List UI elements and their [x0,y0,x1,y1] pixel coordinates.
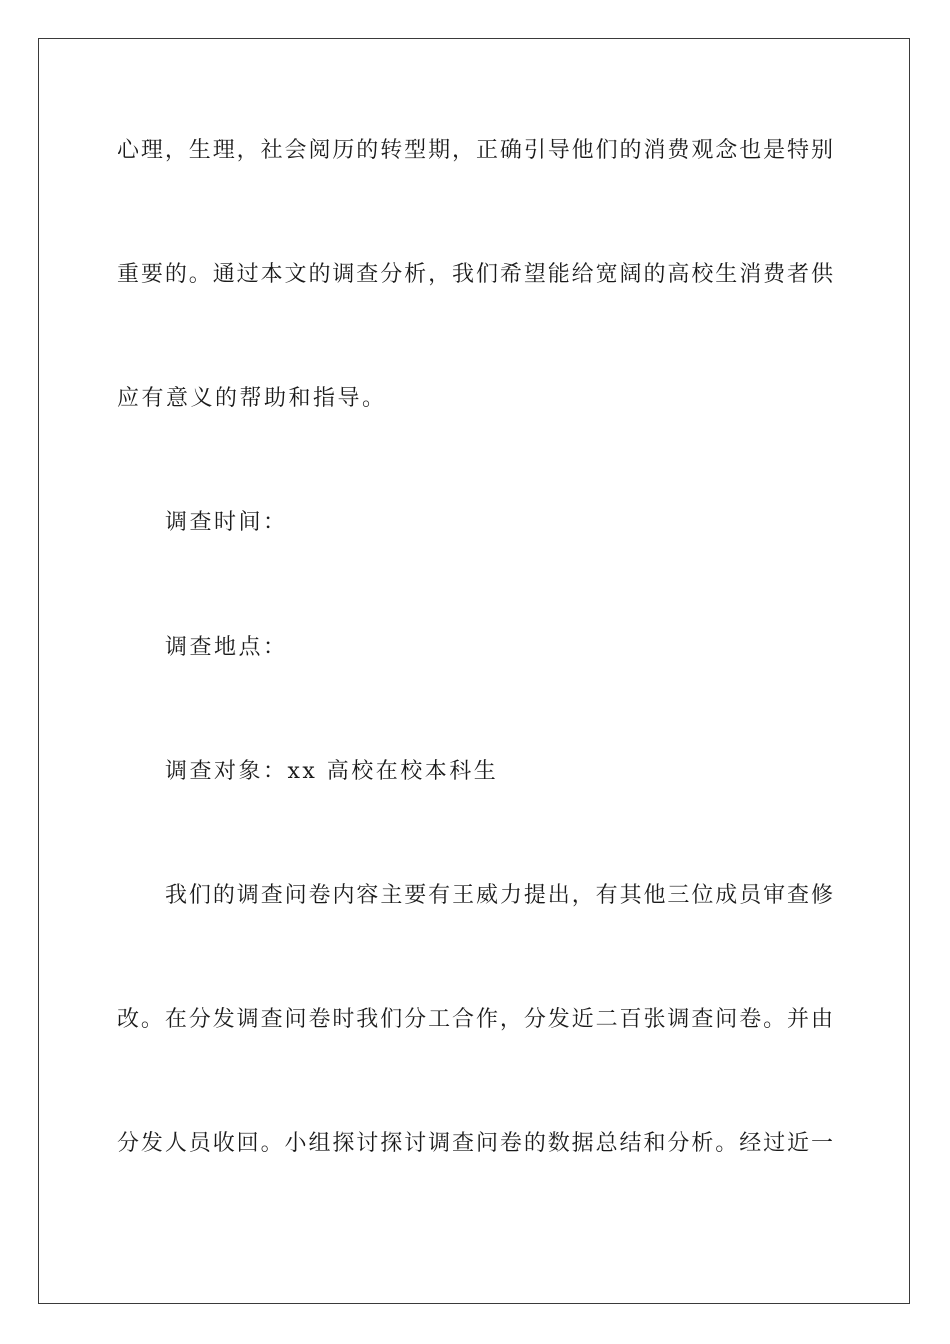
survey-time-label: 调查时间： [165,510,288,535]
paragraph-line-1: 心理，生理，社会阅历的转型期，正确引导他们的消费观念也是特别 [117,138,833,163]
paragraph-2-line-3: 分发人员收回。小组探讨探讨调查问卷的数据总结和分析。经过近一 [117,1131,833,1156]
paragraph-2-line-2: 改。在分发调查问卷时我们分工合作，分发近二百张调查问卷。并由 [117,1007,833,1032]
survey-location-label: 调查地点： [165,635,288,660]
page-border [38,38,910,1304]
survey-subject-line: 调查对象：xx 高校在校本科生 [165,759,499,784]
paragraph-line-3: 应有意义的帮助和指导。 [117,386,387,411]
paragraph-line-2: 重要的。通过本文的调查分析，我们希望能给宽阔的高校生消费者供 [117,262,833,287]
paragraph-2-line-1: 我们的调查问卷内容主要有王威力提出，有其他三位成员审查修 [165,883,833,908]
